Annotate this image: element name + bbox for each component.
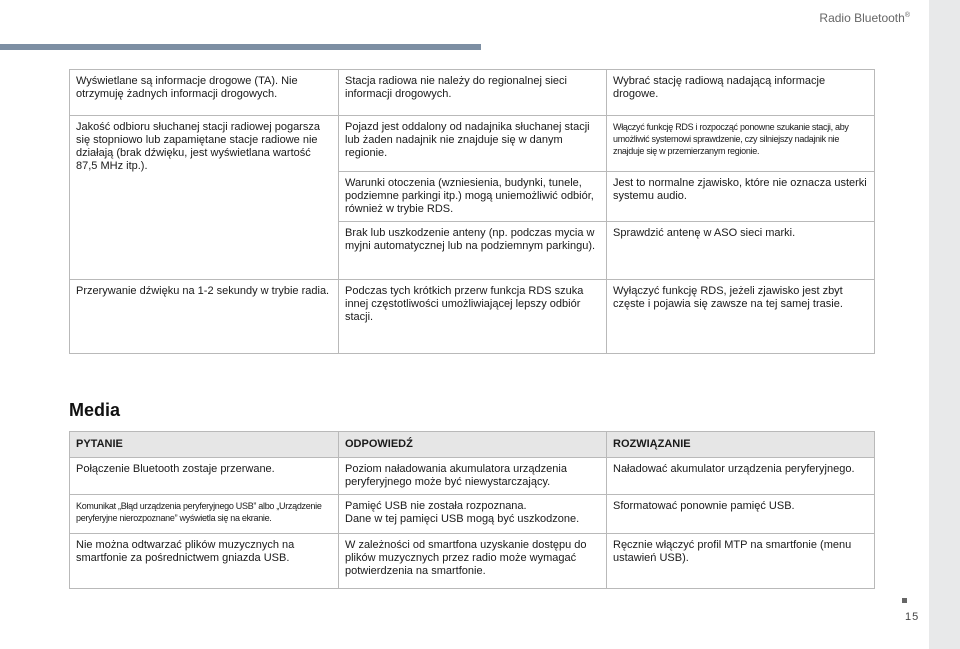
table-row bbox=[70, 70, 875, 116]
column-header-solution: ROZWIĄZANIE bbox=[607, 432, 875, 458]
table-cell: Jest to normalne zjawisko, które nie oznacza usterki systemu audio. bbox=[607, 172, 875, 222]
table-cell: Przerywanie dźwięku na 1-2 sekundy w trybie radia. bbox=[70, 280, 339, 354]
radio-troubleshooting-table bbox=[69, 69, 875, 354]
table-cell: Poziom naładowania akumulatora urządzenia peryferyjnego może być niewystarczający. bbox=[339, 458, 607, 495]
table-cell: Stacja radiowa nie należy do regionalnej sieci informacji drogowych. bbox=[339, 70, 607, 116]
table-cell: Wyłączyć funkcję RDS, jeżeli zjawisko jest zbyt częste i pojawia się zawsze na tej samej trasie. bbox=[607, 280, 875, 354]
table-cell: Podczas tych krótkich przerw funkcja RDS szuka innej częstotliwości umożliwiającej lepszy odbiór stacji. bbox=[339, 280, 607, 354]
table-cell: W zależności od smartfona uzyskanie dostępu do plików muzycznych przez radio może wymagać potwierdzenia na smartfonie. bbox=[339, 534, 607, 589]
table-cell: Nie można odtwarzać plików muzycznych na smartfonie za pośrednictwem gniazda USB. bbox=[70, 534, 339, 589]
table-cell: Komunikat „Błąd urządzenia peryferyjnego USB” albo „Urządzenie peryferyjne nierozpoznane” wyświetla się na ekranie. bbox=[70, 495, 339, 534]
table-cell: Wybrać stację radiową nadającą informacje drogowe. bbox=[607, 70, 875, 116]
table-row bbox=[70, 534, 875, 589]
table-cell: Jakość odbioru słuchanej stacji radiowej pogarsza się stopniowo lub zapamiętane stacje radiowe nie działają (brak dźwięku, jest wyświetlana wartość 87,5 MHz itp.). bbox=[70, 116, 339, 280]
table-cell: Połączenie Bluetooth zostaje przerwane. bbox=[70, 458, 339, 495]
table-row bbox=[70, 280, 875, 354]
table-row bbox=[70, 495, 875, 534]
registered-mark: ® bbox=[904, 12, 910, 19]
page-marker-square bbox=[902, 598, 907, 603]
page-number: 15 bbox=[905, 611, 920, 623]
table-cell: Ręcznie włączyć profil MTP na smartfonie (menu ustawień USB). bbox=[607, 534, 875, 589]
table-cell: Włączyć funkcję RDS i rozpocząć ponowne szukanie stacji, aby umożliwić systemowi sprawdzenie, czy silniejszy nadajnik nie znajduje się w przemierzanym regionie. bbox=[607, 116, 875, 172]
column-header-question: PYTANIE bbox=[70, 432, 339, 458]
table-row bbox=[70, 458, 875, 495]
column-header-answer: ODPOWIEDŹ bbox=[339, 432, 607, 458]
table-cell: Pamięć USB nie została rozpoznana. Dane w tej pamięci USB mogą być uszkodzone. bbox=[339, 495, 607, 534]
table-cell: Pojazd jest oddalony od nadajnika słuchanej stacji lub żaden nadajnik nie znajduje się w danym regionie. bbox=[339, 116, 607, 172]
side-strip bbox=[929, 0, 960, 649]
table-header-row bbox=[70, 432, 875, 458]
table-cell: Naładować akumulator urządzenia peryferyjnego. bbox=[607, 458, 875, 495]
table-row bbox=[70, 116, 875, 172]
table-cell: Sprawdzić antenę w ASO sieci marki. bbox=[607, 222, 875, 280]
table-cell: Sformatować ponownie pamięć USB. bbox=[607, 495, 875, 534]
media-troubleshooting-table bbox=[69, 431, 875, 589]
table-cell: Wyświetlane są informacje drogowe (TA). Nie otrzymuję żadnych informacji drogowych. bbox=[70, 70, 339, 116]
table-cell: Warunki otoczenia (wzniesienia, budynki, tunele, podziemne parkingi itp.) mogą uniemożliwić odbiór, również w trybie RDS. bbox=[339, 172, 607, 222]
table-cell: Brak lub uszkodzenie anteny (np. podczas mycia w myjni automatycznej lub na podziemnym parkingu). bbox=[339, 222, 607, 280]
header-title-text: Radio Bluetooth bbox=[819, 11, 905, 25]
page-header-title bbox=[760, 11, 910, 25]
section-title-media: Media bbox=[69, 400, 121, 420]
header-accent-bar bbox=[0, 44, 481, 50]
